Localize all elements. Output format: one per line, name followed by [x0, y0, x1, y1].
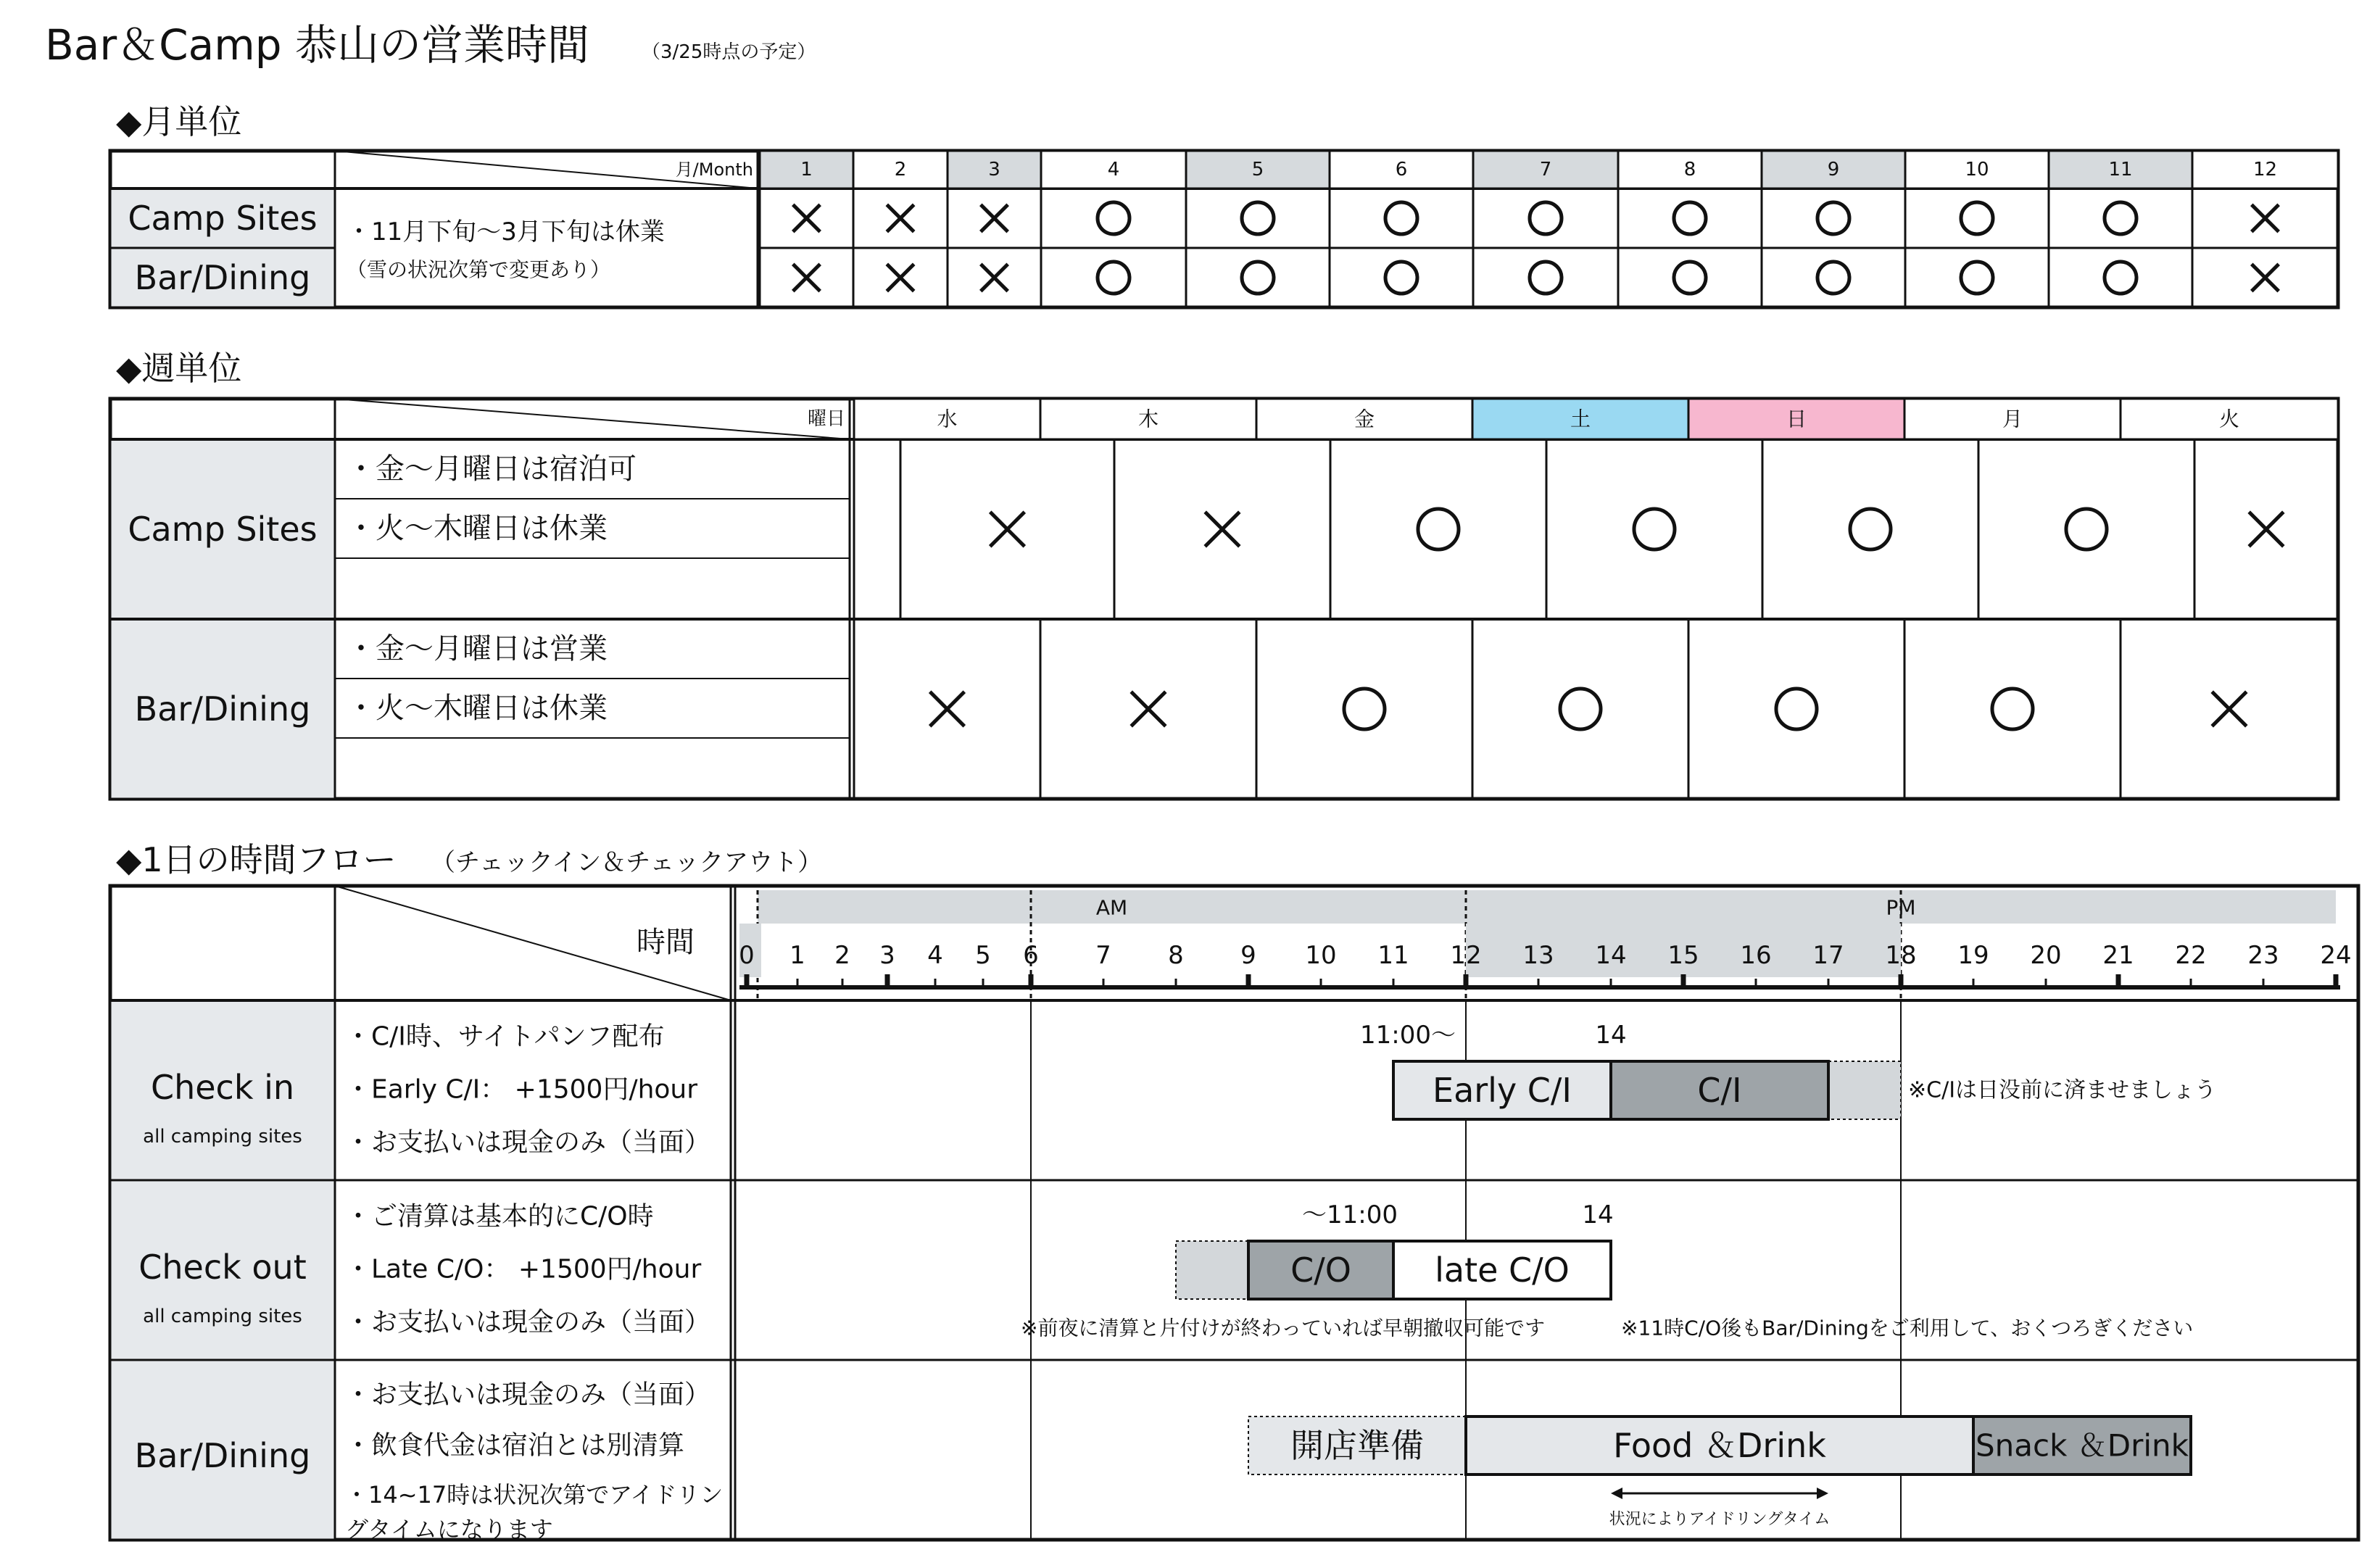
bar-note: ・飲食代金は宿泊とは別清算 — [345, 1430, 685, 1461]
hour-label: 14 — [1595, 941, 1627, 970]
open-mark — [2105, 202, 2136, 234]
weekly-header-label: 曜日 — [807, 408, 845, 430]
open-mark — [1560, 689, 1601, 729]
checkout-late-label: late C/O — [1435, 1250, 1570, 1290]
weekly-camp-label: Camp Sites — [128, 510, 318, 549]
month-label: 12 — [2252, 159, 2278, 181]
hour-label: 23 — [2247, 941, 2279, 970]
month-label: 6 — [1395, 159, 1408, 181]
checkout-main-time: ～11:00 — [1302, 1200, 1398, 1229]
checkout-label: Check out — [138, 1248, 307, 1287]
monthly-heading: ◆月単位 — [116, 102, 242, 141]
weekday-label: 日 — [1786, 407, 1807, 431]
checkin-main-label: C/I — [1697, 1071, 1742, 1110]
hour-label: 15 — [1667, 941, 1699, 970]
hour-label: 9 — [1240, 941, 1256, 970]
month-label: 1 — [800, 159, 813, 181]
page-title: Bar＆Camp 恭山の営業時間 — [45, 20, 589, 70]
checkin-note: ・お支払いは現金のみ（当面） — [345, 1127, 711, 1158]
checkin-remark: ※C/Iは日没前に済ませましょう — [1908, 1077, 2217, 1103]
weekly-heading: ◆週単位 — [116, 349, 242, 388]
closed-mark — [2212, 692, 2247, 726]
weekday-label: 金 — [1354, 407, 1375, 431]
food-drink-label: Food ＆Drink — [1613, 1426, 1826, 1465]
hour-label: 10 — [1305, 941, 1337, 970]
checkin-label: Check in — [150, 1068, 295, 1107]
daily-heading-sub: （チェックイン＆チェックアウト） — [431, 848, 823, 877]
open-mark — [2105, 262, 2136, 294]
hour-label: 3 — [879, 941, 895, 970]
idle-arrow-head — [1611, 1488, 1622, 1499]
monthly-row-label: Camp Sites — [128, 199, 318, 238]
month-label: 11 — [2108, 159, 2133, 181]
hour-label: 11 — [1377, 941, 1409, 970]
hour-label: 5 — [975, 941, 991, 970]
open-mark — [1817, 202, 1849, 234]
am-label: AM — [1095, 895, 1128, 920]
month-label: 5 — [1251, 159, 1264, 181]
month-label: 7 — [1539, 159, 1552, 181]
weekly-header-diagonal — [335, 399, 850, 439]
weekday-label: 月 — [2002, 407, 2023, 431]
open-mark — [1098, 202, 1129, 234]
closed-mark — [981, 264, 1008, 291]
open-mark — [1776, 689, 1817, 729]
hour-label: 1 — [789, 941, 805, 970]
weekly-bar-label: Bar/Dining — [134, 689, 311, 729]
checkout-remark: ※11時C/O後もBar/Diningをご利用して、おくつろぎください — [1621, 1316, 2194, 1340]
open-mark — [1418, 509, 1459, 549]
open-mark — [1242, 202, 1274, 234]
monthly-row-label: Bar/Dining — [134, 258, 311, 297]
open-mark — [2066, 509, 2107, 549]
open-mark — [1634, 509, 1675, 549]
hour-label: 4 — [927, 941, 943, 970]
closed-mark — [2252, 204, 2279, 231]
open-mark — [1961, 262, 1993, 294]
hour-label: 8 — [1168, 941, 1184, 970]
closed-mark — [990, 512, 1025, 547]
weekday-label: 木 — [1137, 407, 1159, 431]
closed-mark — [1131, 692, 1166, 726]
checkout-note: ・ご清算は基本的にC/O時 — [345, 1201, 654, 1232]
weekly-camp-note: ・火～木曜日は休業 — [347, 512, 608, 545]
closed-mark — [2252, 264, 2279, 291]
hour-label: 19 — [1957, 941, 1989, 970]
checkout-remark: ※前夜に清算と片付けが終わっていれば早朝撤収可能です — [1021, 1316, 1546, 1340]
hour-label: 16 — [1740, 941, 1772, 970]
bar-note: グタイムになります — [345, 1516, 553, 1543]
bar-note: ・お支払いは現金のみ（当面） — [345, 1380, 711, 1410]
open-mark — [1385, 262, 1417, 294]
hour-label: 6 — [1023, 941, 1039, 970]
month-label: 2 — [894, 159, 907, 181]
hour-label: 0 — [739, 941, 755, 970]
bar-dining-label: Bar/Dining — [134, 1436, 311, 1475]
hour-label: 24 — [2320, 941, 2352, 970]
hour-label: 18 — [1885, 941, 1917, 970]
open-mark — [1817, 262, 1849, 294]
am-pm-band — [758, 890, 2336, 924]
prep-label: 開店準備 — [1290, 1426, 1424, 1465]
open-mark — [1850, 509, 1891, 549]
closed-mark — [2249, 512, 2284, 547]
checkin-main-time: 14 — [1595, 1021, 1627, 1050]
weekday-label: 火 — [2218, 407, 2240, 431]
closed-mark — [887, 204, 913, 231]
snack-drink-label: Snack ＆Drink — [1975, 1427, 2189, 1464]
checkout-sublabel: all camping sites — [143, 1306, 302, 1327]
pm-label: PM — [1886, 895, 1916, 920]
checkout-note: ・Late C/O： +1500円/hour — [345, 1254, 702, 1285]
monthly-note-sub: （雪の状況次第で変更あり） — [347, 257, 611, 282]
hour-label: 13 — [1522, 941, 1554, 970]
hour-label: 12 — [1450, 941, 1482, 970]
hour-label: 7 — [1095, 941, 1111, 970]
weekly-camp-note: ・金～月曜日は宿泊可 — [347, 452, 637, 486]
monthly-note: ・11月下旬～3月下旬は休業 — [347, 217, 665, 246]
idle-arrow-head — [1817, 1488, 1828, 1499]
weekday-label: 土 — [1570, 407, 1591, 431]
closed-mark — [930, 692, 965, 726]
checkout-main-label: C/O — [1290, 1250, 1351, 1290]
page-subtitle: （3/25時点の予定） — [642, 41, 816, 63]
weekly-bar-note: ・金～月曜日は営業 — [347, 632, 608, 665]
hour-label: 17 — [1812, 941, 1844, 970]
open-mark — [1344, 689, 1385, 729]
month-label: 4 — [1107, 159, 1120, 181]
checkin-early-label: Early C/I — [1433, 1071, 1572, 1110]
checkout-note: ・お支払いは現金のみ（当面） — [345, 1307, 711, 1337]
daily-heading: ◆1日の時間フロー — [116, 840, 397, 879]
checkin-late-bar — [1828, 1061, 1901, 1119]
weekly-bar-note: ・火～木曜日は休業 — [347, 692, 608, 725]
hour-label: 22 — [2175, 941, 2207, 970]
closed-mark — [1205, 512, 1240, 547]
checkin-note: ・Early C/I： +1500円/hour — [345, 1074, 698, 1105]
daily-header-label: 時間 — [637, 926, 695, 959]
open-mark — [1674, 262, 1706, 294]
open-mark — [1530, 262, 1562, 294]
closed-mark — [793, 204, 820, 231]
open-mark — [1530, 202, 1562, 234]
closed-mark — [981, 204, 1008, 231]
closed-mark — [887, 264, 913, 291]
checkout-early-bar — [1176, 1241, 1248, 1299]
hour-label: 21 — [2102, 941, 2134, 970]
open-mark — [1674, 202, 1706, 234]
weekday-label: 水 — [937, 407, 958, 431]
open-mark — [1992, 689, 2033, 729]
month-label: 10 — [1965, 159, 1989, 181]
bar-note: ・14~17時は状況次第でアイドリン — [345, 1481, 724, 1509]
month-label: 3 — [988, 159, 1000, 181]
checkin-sublabel: all camping sites — [143, 1126, 302, 1148]
open-mark — [1961, 202, 1993, 234]
idle-time-label: 状況によりアイドリングタイム — [1609, 1510, 1831, 1529]
hour-label: 2 — [834, 941, 850, 970]
open-mark — [1242, 262, 1274, 294]
checkin-start-time: 11:00～ — [1360, 1021, 1456, 1050]
checkout-late-time: 14 — [1582, 1200, 1614, 1229]
open-mark — [1098, 262, 1129, 294]
month-label: 9 — [1827, 159, 1840, 181]
monthly-header-label: 月/Month — [675, 159, 753, 180]
month-label: 8 — [1683, 159, 1696, 181]
hour-label: 20 — [2030, 941, 2062, 970]
closed-mark — [793, 264, 820, 291]
checkin-note: ・C/I時、サイトパンフ配布 — [345, 1021, 665, 1052]
open-mark — [1385, 202, 1417, 234]
